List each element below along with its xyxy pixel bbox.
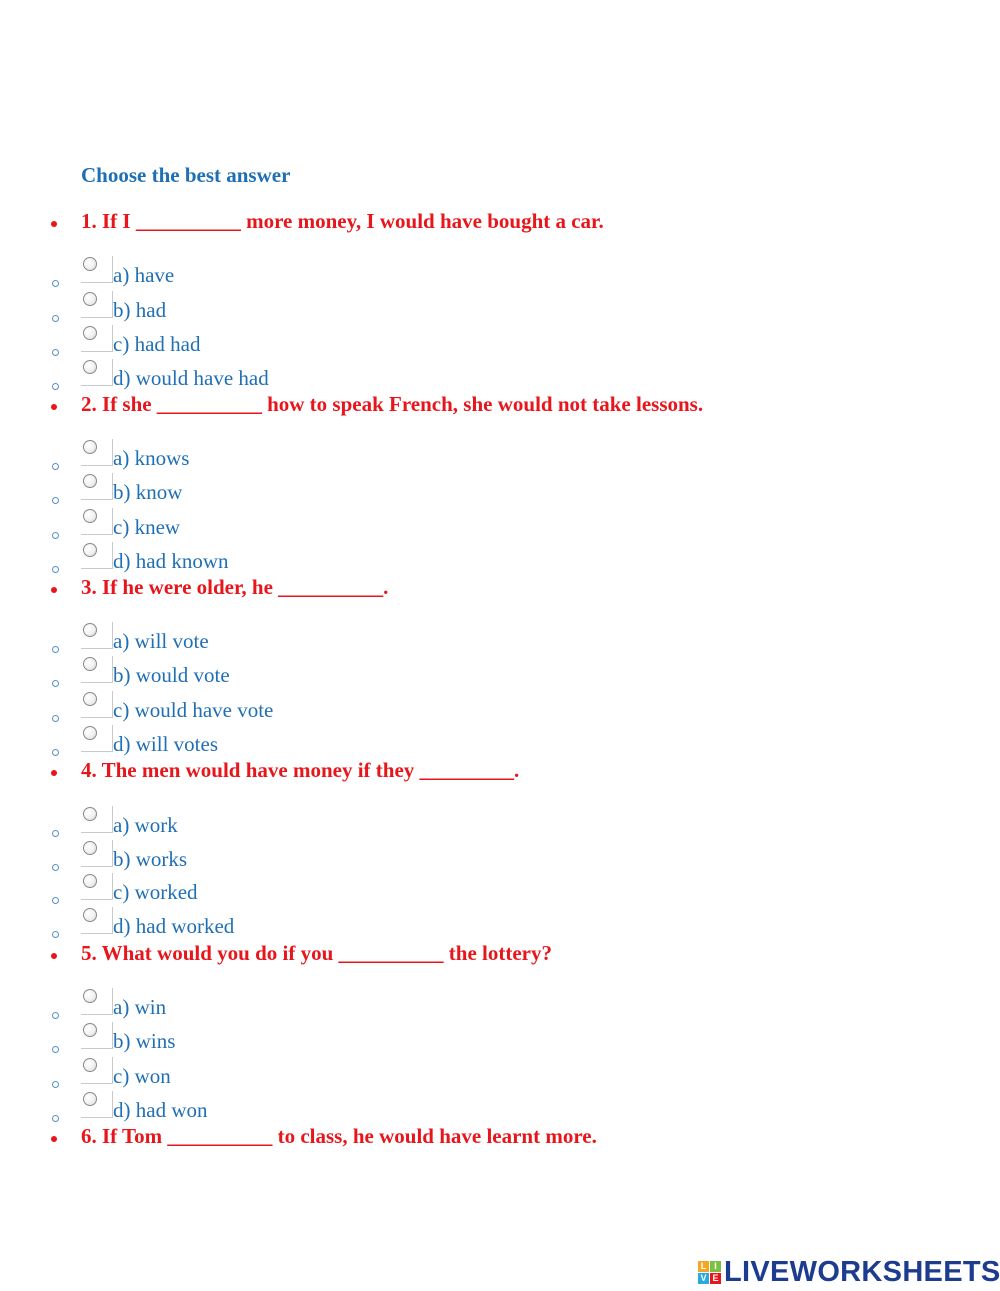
sub-bullet (52, 830, 59, 837)
radio-frame (81, 1022, 113, 1049)
question-4-bullet (51, 770, 57, 776)
liveworksheets-logo (698, 1256, 1000, 1289)
q1-option-a[interactable] (0, 262, 600, 292)
radio-frame (81, 1057, 113, 1084)
sub-bullet (52, 497, 59, 504)
q1-option-b[interactable] (0, 297, 600, 327)
q1-option-d[interactable] (0, 365, 600, 395)
question-5: 5. What would you do if you __________ the lottery? (81, 941, 552, 965)
radio-frame (81, 840, 113, 867)
sub-bullet (52, 315, 59, 322)
radio-frame (81, 988, 113, 1015)
option-label: c) would have vote (113, 698, 274, 722)
q3-option-b[interactable] (0, 662, 600, 692)
radio-button[interactable] (83, 657, 97, 671)
radio-frame (81, 291, 113, 318)
heading: Choose the best answer (81, 163, 291, 187)
radio-frame (81, 656, 113, 683)
sub-bullet (52, 463, 59, 470)
radio-frame (81, 256, 113, 283)
question-4: 4. The men would have money if they _________. (81, 758, 520, 782)
option-label: b) had (113, 298, 167, 322)
option-label: c) knew (113, 515, 181, 539)
option-label: d) had known (113, 549, 229, 573)
option-label: c) worked (113, 880, 198, 904)
option-label: a) win (113, 995, 167, 1019)
radio-button[interactable] (83, 326, 97, 340)
q3-option-d[interactable] (0, 731, 600, 761)
radio-button[interactable] (83, 257, 97, 271)
q4-option-c[interactable] (0, 879, 600, 909)
option-label: b) works (113, 847, 188, 871)
sub-bullet (52, 897, 59, 904)
radio-button[interactable] (83, 908, 97, 922)
logo-mark-icon (698, 1261, 721, 1284)
q5-option-c[interactable] (0, 1063, 600, 1093)
radio-frame (81, 873, 113, 900)
radio-button[interactable] (83, 509, 97, 523)
q3-option-c[interactable] (0, 697, 600, 727)
logo-tile-i: I (710, 1261, 721, 1272)
logo-tile-e: E (710, 1273, 721, 1284)
radio-button[interactable] (83, 1092, 97, 1106)
sub-bullet (52, 383, 59, 390)
radio-frame (81, 725, 113, 752)
radio-frame (81, 691, 113, 718)
sub-bullet (52, 532, 59, 539)
option-label: b) wins (113, 1029, 176, 1053)
radio-frame (81, 1091, 113, 1118)
radio-button[interactable] (83, 692, 97, 706)
option-label: b) know (113, 480, 183, 504)
option-label: a) will vote (113, 629, 209, 653)
radio-button[interactable] (83, 1023, 97, 1037)
radio-frame (81, 806, 113, 833)
sub-bullet (52, 1081, 59, 1088)
q4-option-a[interactable] (0, 812, 600, 842)
q4-option-b[interactable] (0, 846, 600, 876)
sub-bullet (52, 1046, 59, 1053)
option-label: a) have (113, 263, 175, 287)
sub-bullet (52, 680, 59, 687)
sub-bullet (52, 349, 59, 356)
option-label: b) would vote (113, 663, 230, 687)
radio-button[interactable] (83, 623, 97, 637)
q5-option-d[interactable] (0, 1097, 600, 1127)
radio-button[interactable] (83, 726, 97, 740)
sub-bullet (52, 1012, 59, 1019)
q2-option-b[interactable] (0, 479, 600, 509)
radio-button[interactable] (83, 543, 97, 557)
radio-button[interactable] (83, 841, 97, 855)
radio-frame (81, 508, 113, 535)
logo-text: LIVEWORKSHEETS (724, 1256, 1000, 1288)
sub-bullet (52, 566, 59, 573)
question-6-bullet (51, 1136, 57, 1142)
sub-bullet (52, 864, 59, 871)
radio-button[interactable] (83, 292, 97, 306)
option-label: a) knows (113, 446, 190, 470)
q5-option-b[interactable] (0, 1028, 600, 1058)
q3-option-a[interactable] (0, 628, 600, 658)
option-label: a) work (113, 813, 178, 837)
question-2: 2. If she __________ how to speak French, she would not take lessons. (81, 392, 704, 416)
radio-button[interactable] (83, 807, 97, 821)
radio-button[interactable] (83, 989, 97, 1003)
sub-bullet (52, 931, 59, 938)
q2-option-a[interactable] (0, 445, 600, 475)
sub-bullet (52, 715, 59, 722)
q4-option-d[interactable] (0, 913, 600, 943)
option-label: d) would have had (113, 366, 269, 390)
question-6: 6. If Tom __________ to class, he would have learnt more. (81, 1124, 597, 1148)
option-label: d) will votes (113, 732, 218, 756)
radio-frame (81, 907, 113, 934)
option-label: d) had won (113, 1098, 208, 1122)
question-1: 1. If I __________ more money, I would have bought a car. (81, 209, 604, 233)
sub-bullet (52, 1115, 59, 1122)
sub-bullet (52, 280, 59, 287)
radio-frame (81, 359, 113, 386)
radio-frame (81, 473, 113, 500)
radio-frame (81, 439, 113, 466)
q5-option-a[interactable] (0, 994, 600, 1024)
question-2-bullet (51, 404, 57, 410)
option-label: c) had had (113, 332, 201, 356)
sub-bullet (52, 749, 59, 756)
radio-frame (81, 622, 113, 649)
question-3: 3. If he were older, he __________. (81, 575, 389, 599)
radio-button[interactable] (83, 360, 97, 374)
question-3-bullet (51, 587, 57, 593)
question-1-bullet (51, 221, 57, 227)
radio-button[interactable] (83, 1058, 97, 1072)
option-label: c) won (113, 1064, 171, 1088)
radio-button[interactable] (83, 874, 97, 888)
sub-bullet (52, 646, 59, 653)
option-label: d) had worked (113, 914, 235, 938)
q2-option-d[interactable] (0, 548, 600, 578)
radio-button[interactable] (83, 474, 97, 488)
radio-frame (81, 542, 113, 569)
q1-option-c[interactable] (0, 331, 600, 361)
question-5-bullet (51, 953, 57, 959)
logo-tile-l: L (698, 1261, 709, 1272)
logo-tile-v: V (698, 1273, 709, 1284)
q2-option-c[interactable] (0, 514, 600, 544)
radio-frame (81, 325, 113, 352)
radio-button[interactable] (83, 440, 97, 454)
